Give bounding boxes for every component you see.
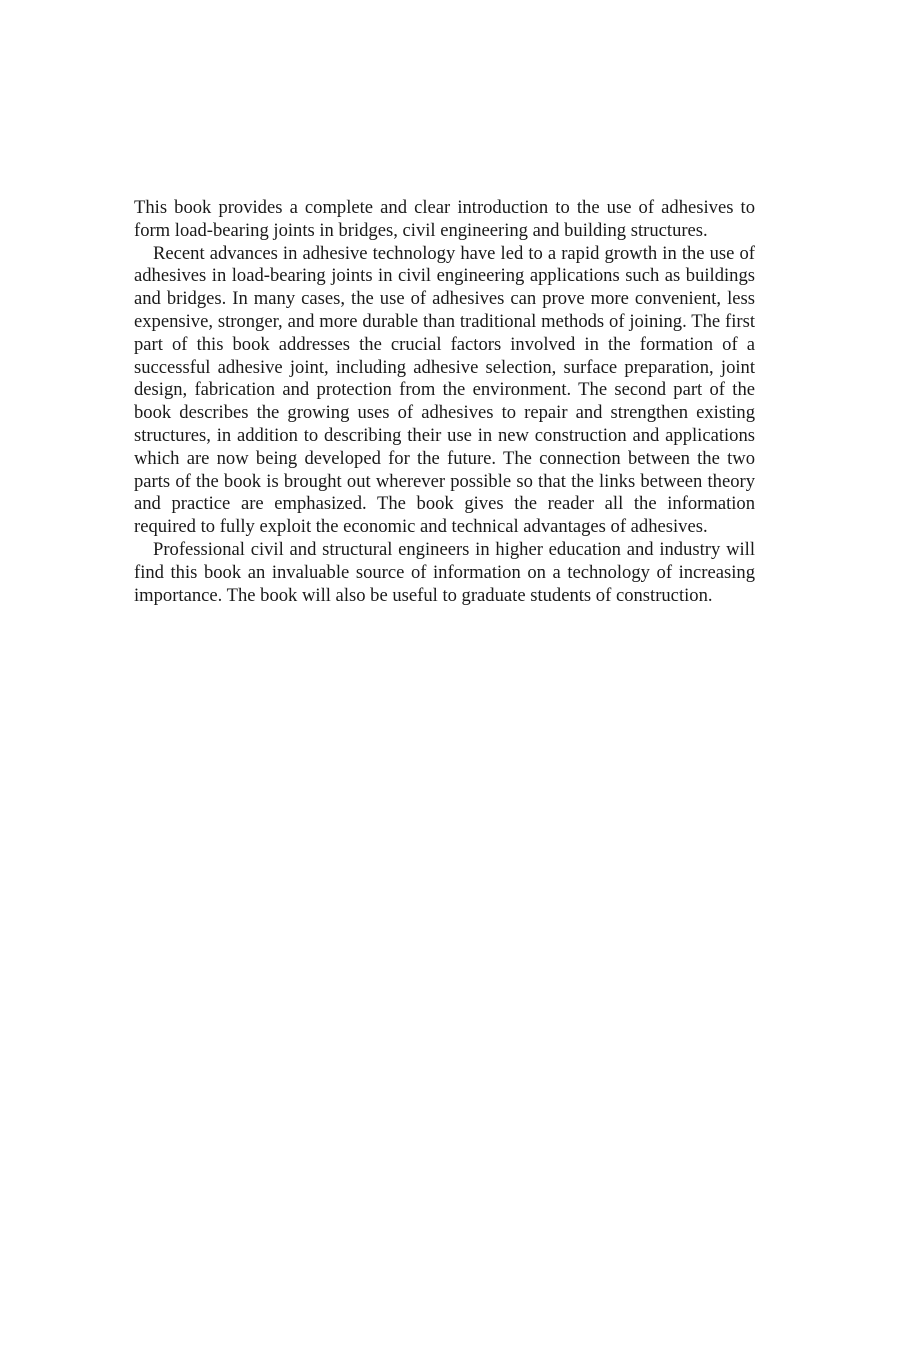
book-description — [134, 197, 755, 607]
paragraph-audience: Professional civil and structural engineers in higher education and industry will find this book an invaluable source of information on a technology of increasing importance. The book will also be useful to graduate students of construction. — [134, 538, 755, 606]
paragraph-intro: This book provides a complete and clear introduction to the use of adhesives to form load-bearing joints in bridges, civil engineering and building structures. — [134, 197, 755, 241]
paragraph-details: Recent advances in adhesive technology have led to a rapid growth in the use of adhesives in load-bearing joints in civil engineering applications such as buildings and bridges. In many cases, the use of adhesives can prove more convenient, less expensive, stronger, and more durable than traditional methods of joining. The first part of this book addresses the crucial factors involved in the formation of a successful adhesive joint, including adhesive selection, surface preparation, joint design, fabrication and protection from the environment. The second part of the book describes the growing uses of adhesives to repair and strengthen existing structures, in addition to describing their use in new construction and applications which are now being developed for the future. The connection between the two parts of the book is brought out wherever possible so that the links between theory and practice are emphasized. The book gives the reader all the information required to fully exploit the economic and technical advantages of adhesives. — [134, 242, 755, 538]
